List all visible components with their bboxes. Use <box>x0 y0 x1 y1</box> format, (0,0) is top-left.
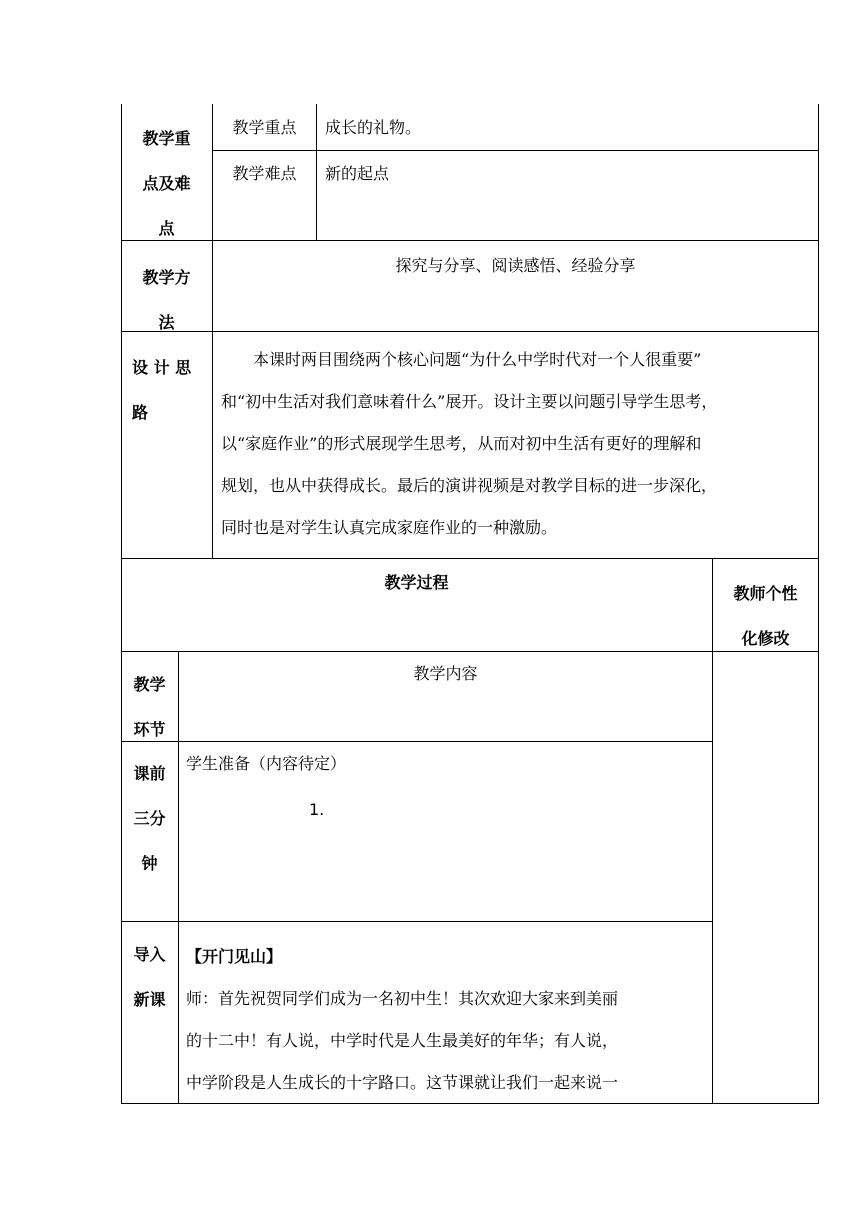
design-line: 以“家庭作业”的形式展现学生思考，从而对初中生活有更好的理解和 <box>221 434 702 453</box>
difficulty-value: 新的起点 <box>325 164 390 183</box>
process-title: 教学过程 <box>384 573 449 592</box>
difficulty-name: 教学难点 <box>232 164 297 183</box>
design-line: 和“初中生活对我们意味着什么”展开。设计主要以问题引导学生思考， <box>221 392 718 411</box>
key-point-name: 教学重点 <box>232 118 297 137</box>
pre-class-label: 课前 三分 钟 <box>133 764 166 873</box>
intro-line: 的十二中！有人说，中学时代是人生最美好的年华；有人说， <box>186 1031 619 1050</box>
design-line: 规划，也从中获得成长。最后的演讲视频是对教学目标的进一步深化， <box>221 476 718 495</box>
pre-class-text: 学生准备（内容待定） <box>186 754 347 773</box>
table-border <box>316 104 317 240</box>
design-paragraph <box>221 339 809 549</box>
design-label: 设 计 思 路 <box>132 358 192 422</box>
intro-label: 导入 新课 <box>133 945 166 1009</box>
intro-line: 中学阶段是人生成长的十字路口。这节课就让我们一起来说一 <box>186 1073 619 1092</box>
table-border <box>121 240 818 241</box>
content-label: 教学内容 <box>413 664 478 683</box>
table-border <box>178 651 179 1104</box>
table-border <box>121 741 712 742</box>
stage-label: 教学 环节 <box>133 675 166 739</box>
method-label: 教学方 法 <box>142 268 191 332</box>
teacher-column-label: 教师个性 化修改 <box>733 584 798 648</box>
key-point-value: 成长的礼物。 <box>325 118 422 137</box>
design-line: 本课时两目围绕两个核心问题“为什么中学时代对一个人很重要” <box>253 350 702 369</box>
table-border <box>121 558 818 559</box>
intro-line: 师：首先祝贺同学们成为一名初中生！其次欢迎大家来到美丽 <box>186 989 619 1008</box>
intro-body <box>186 936 708 1104</box>
table-border <box>121 921 712 922</box>
pre-class-item: 1. <box>309 800 325 819</box>
key-points-label: 教学重 点及难 点 <box>142 129 191 238</box>
method-value: 探究与分享、阅读感悟、经验分享 <box>395 256 636 275</box>
table-border <box>818 104 819 1104</box>
intro-heading: 【开门见山】 <box>186 947 283 966</box>
design-line: 同时也是对学生认真完成家庭作业的一种激励。 <box>221 518 558 537</box>
table-border <box>121 331 818 332</box>
table-border <box>212 150 818 151</box>
